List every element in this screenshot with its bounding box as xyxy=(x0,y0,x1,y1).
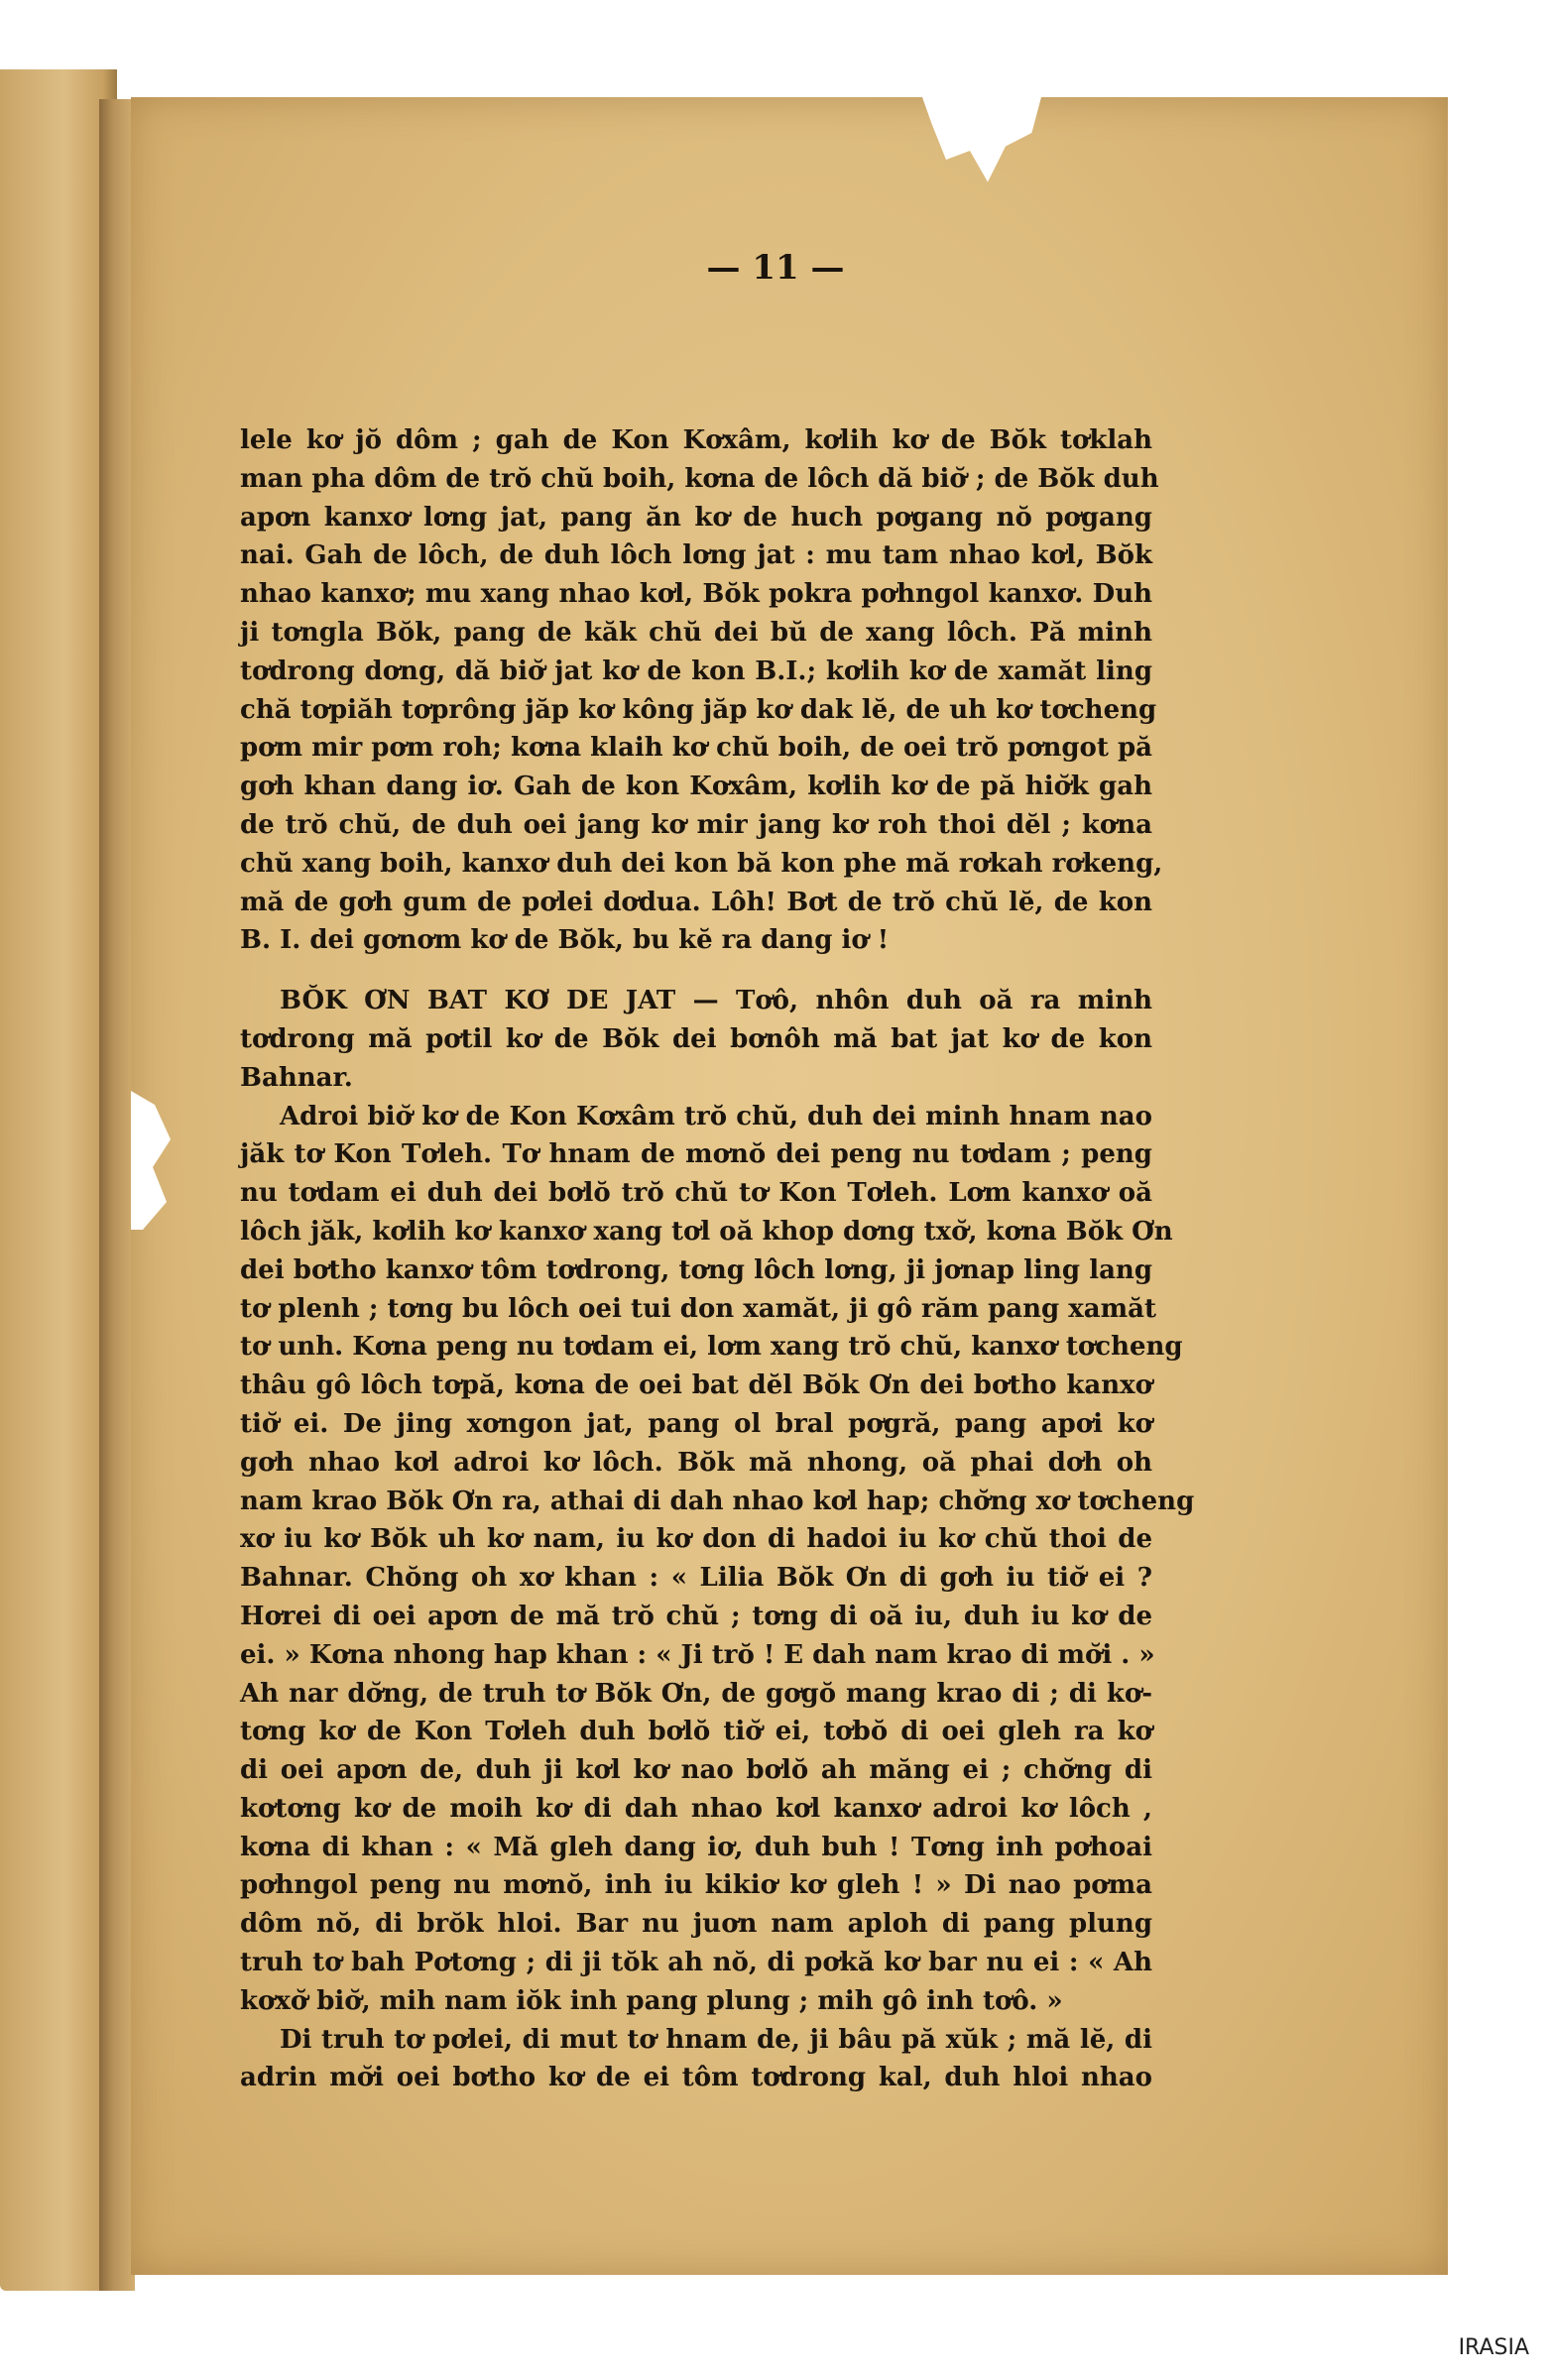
text-line: nai. Gah de lôch, de duh lôch lơng jat : mu tam nhao kơl, Bŏk xyxy=(240,540,1152,571)
text-line: tơdrong dơng, dă biơ̆ jat kơ de kon B.I.; kơlih kơ de xamăt ling xyxy=(240,655,1152,686)
text-line: kơxơ̆ biơ̆, mih nam iŏk inh pang plung ; mih gô inh tơô. » xyxy=(240,1985,1063,2016)
text-line: apơn kanxơ lơng jat, pang ăn kơ de huch pơgang nŏ pơgang xyxy=(240,502,1152,533)
paragraph-1 xyxy=(240,421,1163,960)
text-line: mă de gơh gum de pơlei dơdua. Lôh! Bơt de trŏ chŭ lĕ, de kon xyxy=(240,887,1152,917)
text-line: Ah nar dơ̆ng, de truh tơ Bŏk Ơn, de gơgŏ mang krao di ; di kơ- xyxy=(240,1678,1152,1709)
text-line: gơh khan dang iơ. Gah de kon Kơxâm, kơlih kơ de pă hiơ̆k gah xyxy=(240,772,1152,802)
text-line: pơm mir pơm roh; kơna klaih kơ chŭ boih, de oei trŏ pơngot pă xyxy=(240,733,1152,764)
paragraph-3 xyxy=(240,1098,1195,2021)
text-line: Hơrei di oei apơn de mă trŏ chŭ ; tơng di oă iu, duh iu kơ de xyxy=(240,1601,1152,1631)
watermark-label: IRASIA xyxy=(1458,2335,1529,2360)
text-line: ji tơngla Bŏk, pang de kăk chŭ dei bŭ de xang lôch. Pă minh xyxy=(240,617,1152,648)
text-line: nam krao Bŏk Ơn ra, athai di dah nhao kơl hap; chơ̆ng xơ tơcheng xyxy=(240,1486,1195,1516)
text-line: B. I. dei gơnơm kơ de Bŏk, bu kĕ ra dang iơ ! xyxy=(240,925,890,956)
text-line: xơ iu kơ Bŏk uh kơ nam, iu kơ don di hadoi iu kơ chŭ thoi de xyxy=(240,1524,1152,1555)
text-line: dei bơtho kanxơ tôm tơdrong, tơng lôch lơng, ji jơnap ling lang xyxy=(240,1254,1152,1285)
text-line: di oei apơn de, duh ji kơl kơ nao bơlŏ ah măng ei ; chơ̆ng di xyxy=(240,1755,1152,1786)
text-line: Di truh tơ pơlei, di mut tơ hnam de, ji bâu pă xŭk ; mă lĕ, di xyxy=(280,2024,1152,2055)
text-line: pơhngol peng nu mơnŏ, inh iu kikiơ kơ gleh ! » Di nao pơma xyxy=(240,1870,1152,1901)
text-line: gơh nhao kơl adroi kơ lôch. Bŏk mă nhong, oă phai dơh oh xyxy=(240,1447,1152,1478)
paragraph-4 xyxy=(240,2021,1152,2098)
text-line: thâu gô lôch tơpă, kơna de oei bat dĕl Bŏk Ơn dei bơtho kanxơ xyxy=(240,1370,1152,1401)
text-line: de trŏ chŭ, de duh oei jang kơ mir jang kơ roh thoi dĕl ; kơna xyxy=(240,809,1152,840)
text-line: lôch jăk, kơlih kơ kanxơ xang tơl oă khop dơng txơ̆, kơna Bŏk Ơn xyxy=(240,1216,1173,1247)
book-spine xyxy=(99,99,135,2291)
text-line: kơtơng kơ de moih kơ di dah nhao kơl kanxơ adroi kơ lôch , xyxy=(240,1793,1152,1824)
text-line: kơna di khan : « Mă gleh dang iơ, duh buh ! Tơng inh pơhoai xyxy=(240,1832,1152,1862)
text-line: Bahnar. xyxy=(240,1062,353,1093)
text-line: tiơ̆ ei. De jing xơngon jat, pang ol bral pơgră, pang apơi kơ xyxy=(240,1408,1152,1439)
text-line: Bahnar. Chŏng oh xơ khan : « Lilia Bŏk Ơn di gơh iu tiơ̆ ei ? xyxy=(240,1563,1152,1594)
text-line: lele kơ jŏ dôm ; gah de Kon Kơxâm, kơlih kơ de Bŏk tơklah xyxy=(240,425,1152,455)
text-line: chŭ xang boih, kanxơ duh dei kon bă kon phe mă rơkah rơkeng, xyxy=(240,848,1163,879)
text-line: tơ plenh ; tơng bu lôch oei tui don xamăt, ji gô răm pang xamăt xyxy=(240,1293,1156,1324)
text-line: tơdrong mă pơtil kơ de Bŏk dei bơnôh mă bat jat kơ de kon xyxy=(240,1023,1152,1054)
text-line: jăk tơ Kon Tơleh. Tơ hnam de mơnŏ dei peng nu tơdam ; peng xyxy=(240,1139,1152,1170)
text-line: adrin mơ̆i oei bơtho kơ de ei tôm tơdrong kal, duh hloi nhao xyxy=(240,2063,1152,2093)
text-line: Adroi biơ̆ kơ de Kon Kơxâm trŏ chŭ, duh dei minh hnam nao xyxy=(280,1101,1152,1131)
page-text xyxy=(240,421,1195,2097)
text-line: tơ unh. Kơna peng nu tơdam ei, lơm xang trŏ chŭ, kanxơ tơcheng xyxy=(240,1332,1183,1363)
text-line: ei. » Kơna nhong hap khan : « Ji trŏ ! E dah nam krao di mơ̆i . » xyxy=(240,1639,1155,1670)
text-line: nhao kanxơ; mu xang nhao kơl, Bŏk pokra pơhngol kanxơ. Duh xyxy=(240,579,1152,610)
page-number: — 11 — xyxy=(706,248,845,288)
text-line: truh tơ bah Pơtơng ; di ji tŏk ah nŏ, di pơkă kơ bar nu ei : « Ah xyxy=(240,1948,1152,1978)
text-line: chă tơpiăh tơprông jăp kơ kông jăp kơ dak lĕ, de uh kơ tơcheng xyxy=(240,694,1157,725)
text-line: dôm nŏ, di brŏk hloi. Bar nu juơn nam aploh di pang plung xyxy=(240,1909,1152,1940)
text-line: tơng kơ de Kon Tơleh duh bơlŏ tiơ̆ ei, tơbŏ di oei gleh ra kơ xyxy=(240,1717,1152,1747)
text-line: nu tơdam ei duh dei bơlŏ trŏ chŭ tơ Kon Tơleh. Lơm kanxơ oă xyxy=(240,1178,1152,1209)
text-line: man pha dôm de trŏ chŭ boih, kơna de lôch dă biơ̆ ; de Bŏk duh xyxy=(240,463,1159,494)
paragraph-2 xyxy=(240,982,1152,1097)
section-heading-line: BŎK ƠN BAT KƠ DE JAT — Tơô, nhôn duh oă ra minh xyxy=(280,986,1152,1016)
